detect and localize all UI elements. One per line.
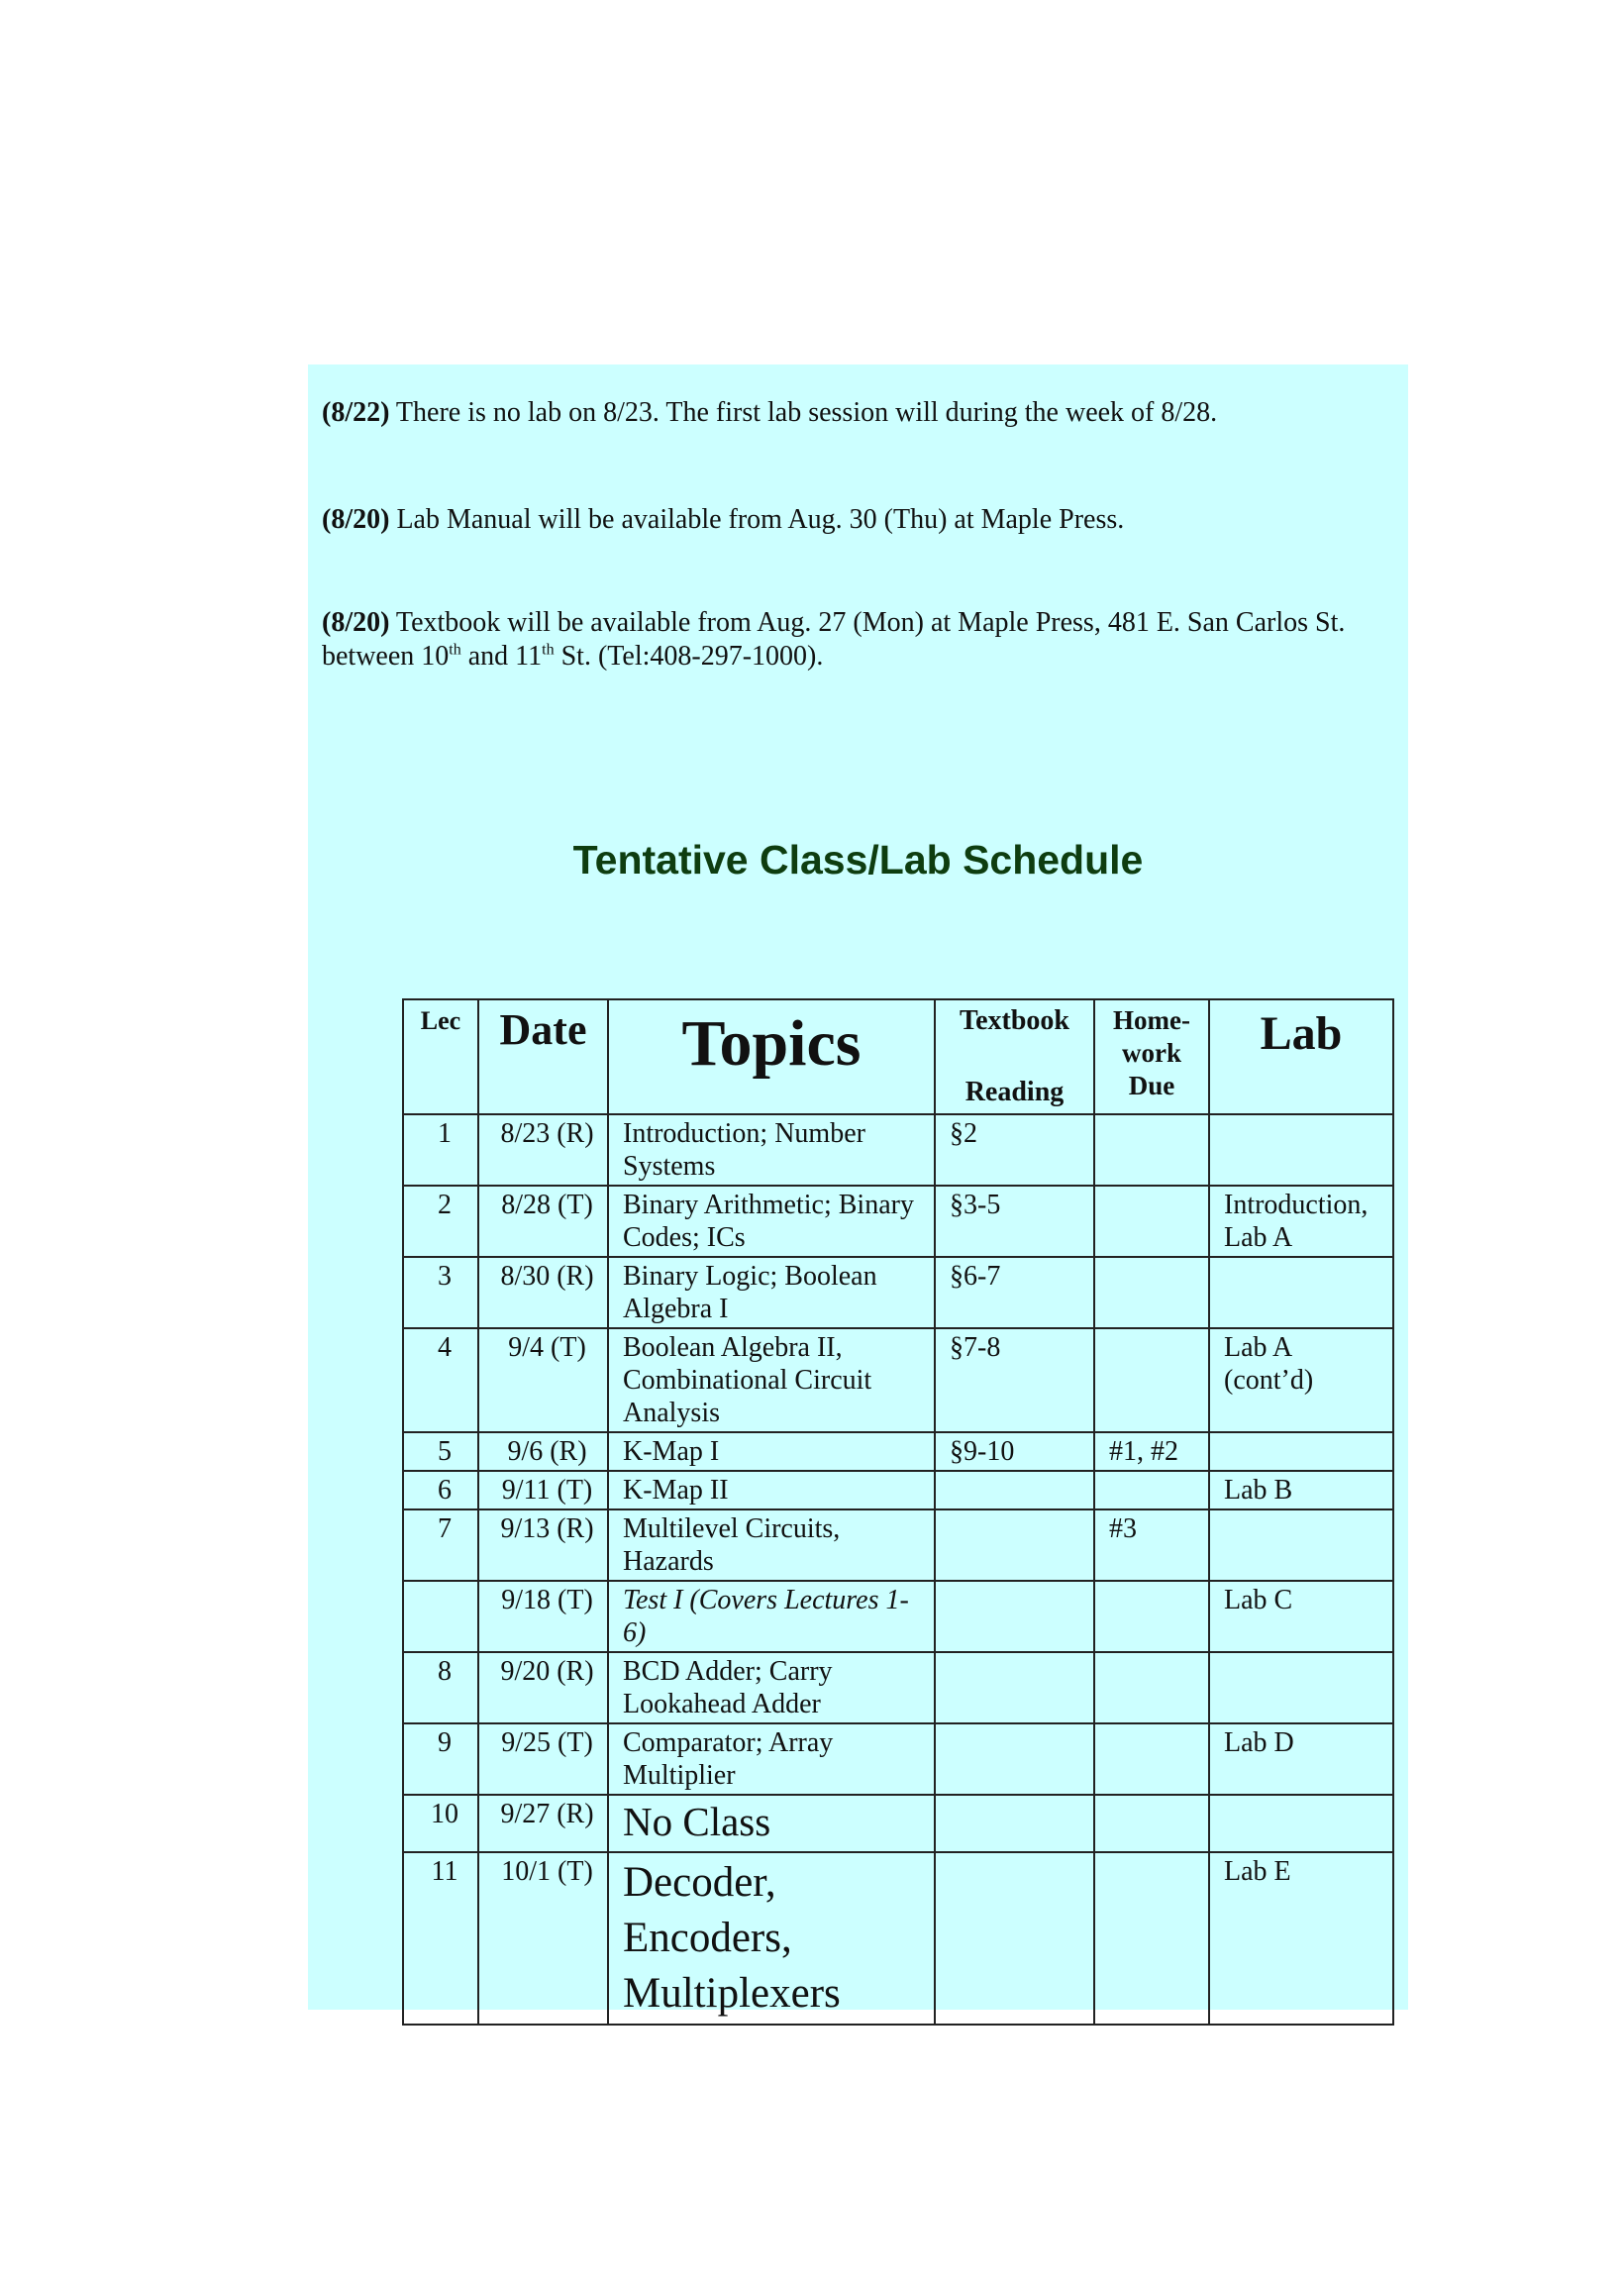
cell-topic: BCD Adder; Carry Lookahead Adder xyxy=(608,1652,935,1723)
table-row xyxy=(403,1257,1393,1328)
cell-reading xyxy=(935,1581,1094,1652)
cell-lec: 4 xyxy=(403,1328,478,1432)
cell-topic: Comparator; Array Multiplier xyxy=(608,1723,935,1795)
cell-lec xyxy=(403,1581,478,1652)
cell-reading xyxy=(935,1852,1094,2025)
cell-lec: 10 xyxy=(403,1795,478,1852)
cell-date: 10/1 (T) xyxy=(478,1852,608,2025)
cell-date: 8/28 (T) xyxy=(478,1186,608,1257)
cell-lab xyxy=(1209,1114,1393,1186)
cell-homework xyxy=(1094,1852,1209,2025)
schedule-table xyxy=(402,998,1394,2026)
cell-lab: Lab C xyxy=(1209,1581,1393,1652)
table-row xyxy=(403,1652,1393,1723)
cell-lec: 6 xyxy=(403,1471,478,1509)
cell-date: 8/30 (R) xyxy=(478,1257,608,1328)
cell-homework xyxy=(1094,1581,1209,1652)
header-textbook-line2: Reading xyxy=(964,1077,1065,1107)
cell-lec: 1 xyxy=(403,1114,478,1186)
table-row xyxy=(403,1328,1393,1432)
header-row xyxy=(403,999,1393,1114)
cell-homework xyxy=(1094,1723,1209,1795)
news-date: (8/20) xyxy=(322,607,390,638)
cell-date: 9/20 (R) xyxy=(478,1652,608,1723)
news-text: There is no lab on 8/23. The first lab session will during the week of 8/28. xyxy=(389,397,1218,428)
table-row xyxy=(403,1723,1393,1795)
cell-date: 9/25 (T) xyxy=(478,1723,608,1795)
table-row xyxy=(403,1114,1393,1186)
cell-topic: Binary Arithmetic; Binary Codes; ICs xyxy=(608,1186,935,1257)
cell-reading xyxy=(935,1471,1094,1509)
cell-lab xyxy=(1209,1795,1393,1852)
cell-reading xyxy=(935,1723,1094,1795)
cell-homework xyxy=(1094,1795,1209,1852)
header-lab: Lab xyxy=(1209,999,1393,1114)
cell-lec: 2 xyxy=(403,1186,478,1257)
cell-lab xyxy=(1209,1509,1393,1581)
superscript: th xyxy=(449,641,461,659)
header-lec: Lec xyxy=(403,999,478,1114)
news-item xyxy=(322,396,1396,430)
cell-date: 9/6 (R) xyxy=(478,1432,608,1471)
news-text: Lab Manual will be available from Aug. 30 (Thu) at Maple Press. xyxy=(389,504,1125,535)
news-date: (8/20) xyxy=(322,504,390,535)
cell-homework: #1, #2 xyxy=(1094,1432,1209,1471)
cell-homework xyxy=(1094,1471,1209,1509)
cell-date: 9/11 (T) xyxy=(478,1471,608,1509)
superscript: th xyxy=(542,641,555,659)
cell-homework xyxy=(1094,1114,1209,1186)
cell-lec: 3 xyxy=(403,1257,478,1328)
cell-topic: Decoder, Encoders, Multiplexers xyxy=(608,1852,935,2025)
cell-reading xyxy=(935,1509,1094,1581)
table-row xyxy=(403,1509,1393,1581)
cell-reading xyxy=(935,1795,1094,1852)
cell-reading: §6-7 xyxy=(935,1257,1094,1328)
news-text: Textbook will be available from Aug. 27 (Mon) at Maple Press, 481 E. San Carlos St. between 10 xyxy=(322,607,1346,672)
cell-lec: 5 xyxy=(403,1432,478,1471)
header-date: Date xyxy=(478,999,608,1114)
table-row xyxy=(403,1581,1393,1652)
cell-topic: Binary Logic; Boolean Algebra I xyxy=(608,1257,935,1328)
header-textbook xyxy=(935,999,1094,1114)
table-row xyxy=(403,1795,1393,1852)
cell-lab xyxy=(1209,1432,1393,1471)
cell-homework xyxy=(1094,1328,1209,1432)
table-row xyxy=(403,1186,1393,1257)
cell-date: 9/27 (R) xyxy=(478,1795,608,1852)
header-homework: Home-work Due xyxy=(1094,999,1209,1114)
cell-date: 8/23 (R) xyxy=(478,1114,608,1186)
cell-topic: Introduction; Number Systems xyxy=(608,1114,935,1186)
news-item xyxy=(322,503,1396,537)
cell-lab: Lab E xyxy=(1209,1852,1393,2025)
header-textbook-line1: Textbook xyxy=(959,1005,1069,1036)
news-date: (8/22) xyxy=(322,397,390,428)
cell-lec: 9 xyxy=(403,1723,478,1795)
cell-topic: K-Map II xyxy=(608,1471,935,1509)
cell-topic: Boolean Algebra II, Combinational Circuit Analysis xyxy=(608,1328,935,1432)
cell-lab: Lab D xyxy=(1209,1723,1393,1795)
cell-homework xyxy=(1094,1652,1209,1723)
header-topics: Topics xyxy=(608,999,935,1114)
cell-reading: §3-5 xyxy=(935,1186,1094,1257)
table-row xyxy=(403,1852,1393,2025)
cell-reading: §2 xyxy=(935,1114,1094,1186)
cell-topic: No Class xyxy=(608,1795,935,1852)
cell-homework xyxy=(1094,1186,1209,1257)
cell-homework xyxy=(1094,1257,1209,1328)
cell-topic: Multilevel Circuits, Hazards xyxy=(608,1509,935,1581)
table-row xyxy=(403,1432,1393,1471)
cell-lab xyxy=(1209,1652,1393,1723)
schedule-title: Tentative Class/Lab Schedule xyxy=(572,837,1144,883)
cell-date: 9/18 (T) xyxy=(478,1581,608,1652)
cell-lab xyxy=(1209,1257,1393,1328)
table-row xyxy=(403,1471,1393,1509)
cell-lab: Introduction, Lab A xyxy=(1209,1186,1393,1257)
cell-lab: Lab A (cont’d) xyxy=(1209,1328,1393,1432)
cell-lab: Lab B xyxy=(1209,1471,1393,1509)
news-text: St. (Tel:408-297-1000). xyxy=(554,641,824,672)
cell-reading: §7-8 xyxy=(935,1328,1094,1432)
news-text: and 11 xyxy=(460,641,543,672)
cell-lec: 8 xyxy=(403,1652,478,1723)
cell-lec: 11 xyxy=(403,1852,478,2025)
cell-lec: 7 xyxy=(403,1509,478,1581)
cell-homework: #3 xyxy=(1094,1509,1209,1581)
cell-date: 9/13 (R) xyxy=(478,1509,608,1581)
cell-reading: §9-10 xyxy=(935,1432,1094,1471)
cell-topic: Test I (Covers Lectures 1-6) xyxy=(608,1581,935,1652)
cell-date: 9/4 (T) xyxy=(478,1328,608,1432)
news-item xyxy=(322,606,1396,674)
cell-reading xyxy=(935,1652,1094,1723)
cell-topic: K-Map I xyxy=(608,1432,935,1471)
